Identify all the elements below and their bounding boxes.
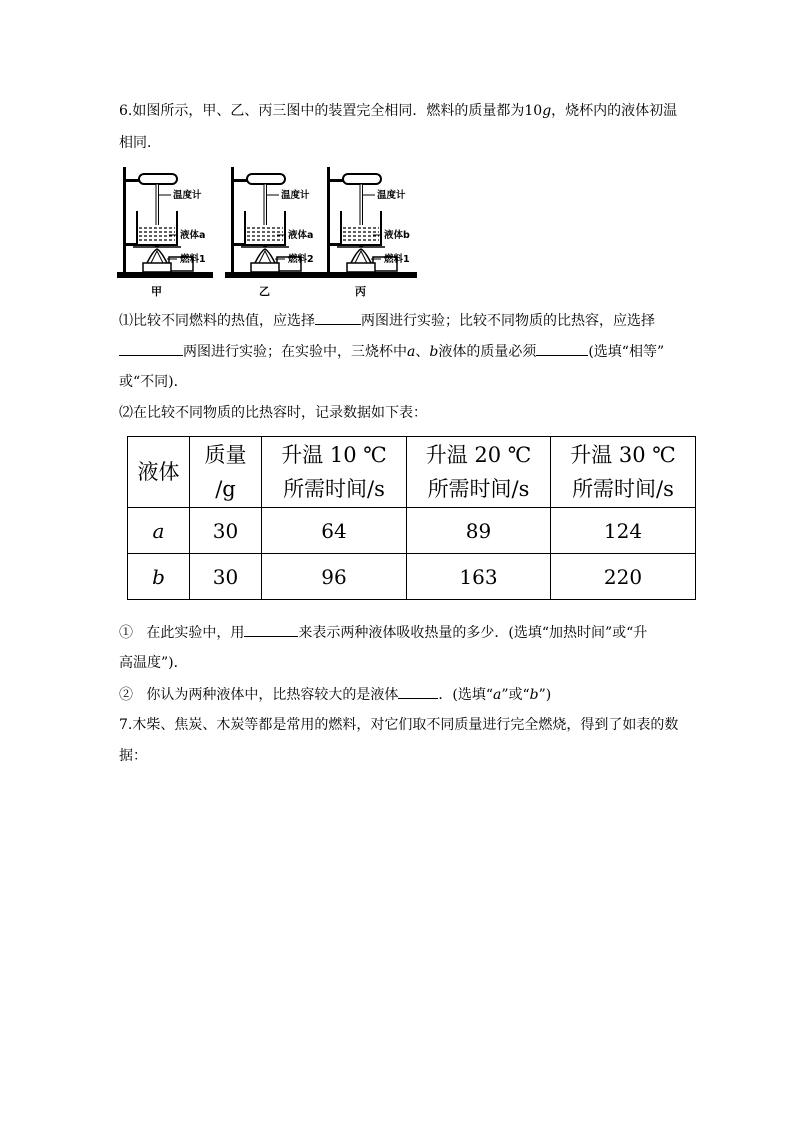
table-cell: 124 xyxy=(551,508,696,554)
table-cell: 89 xyxy=(407,508,551,554)
table-cell: 30 xyxy=(190,508,262,554)
table-cell: 96 xyxy=(262,554,407,600)
q6-part1-text-a: ⑴比较不同燃料的热值，应选择 xyxy=(119,313,315,329)
thermometer-label: 温度计 xyxy=(377,190,406,201)
answer-blank-5[interactable] xyxy=(398,684,438,699)
q6-part1-text-c: 两图进行实验；在实验中，三烧杯中 xyxy=(183,344,407,360)
q7-text: 木柴、焦炭、木炭等都是常用的燃料，对它们取不同质量进行完全燃烧，得到了如表的数 xyxy=(132,717,679,733)
header-liquid xyxy=(128,437,190,508)
q6-mass-unit: g xyxy=(542,103,552,119)
q6-part1-line1 xyxy=(119,310,655,331)
header-rise-10 xyxy=(262,437,407,508)
table-cell: 163 xyxy=(407,554,551,600)
fuel-label: 燃料1 xyxy=(180,254,206,265)
header-text: 升温 30 ℃ xyxy=(570,443,676,467)
sub2-marker: ② xyxy=(119,687,133,703)
sub1-text-a: 在此实验中，用 xyxy=(146,625,245,641)
sub2-text-b: ．(选填“ xyxy=(438,687,493,703)
table-cell: b xyxy=(128,554,190,600)
header-rise-30 xyxy=(551,437,696,508)
q6-intro-tail: ，烧杯内的液体初温 xyxy=(551,103,678,119)
answer-blank-2[interactable] xyxy=(119,341,183,356)
sub2-text-c: ”或“ xyxy=(501,687,530,703)
apparatus-figure xyxy=(117,163,417,298)
panel-caption: 乙 xyxy=(259,285,270,298)
header-text: /g xyxy=(215,477,236,501)
var-a: a xyxy=(407,344,416,360)
data-table xyxy=(127,436,696,600)
table-cell: 64 xyxy=(262,508,407,554)
header-text: 所需时间/s xyxy=(572,477,674,501)
q6-sub1-line2: 高温度”)． xyxy=(119,655,188,671)
apparatus-panel-yi xyxy=(225,167,321,298)
q6-part1-text-d: 液体的质量必须 xyxy=(438,344,537,360)
liquid-label: 液体a xyxy=(288,230,314,241)
header-text: 质量 xyxy=(204,443,247,467)
option-a: a xyxy=(492,687,502,703)
thermometer-label: 温度计 xyxy=(173,190,202,201)
panel-caption: 丙 xyxy=(355,285,366,298)
q6-sub1-line1 xyxy=(119,622,647,643)
table-header-row xyxy=(128,437,696,508)
q6-intro-line1 xyxy=(119,101,677,121)
header-rise-20 xyxy=(407,437,551,508)
thermometer-label: 温度计 xyxy=(281,190,310,201)
q6-part2-intro: ⑵在比较不同物质的比热容时，记录数据如下表： xyxy=(119,405,427,421)
liquid-label: 液体a xyxy=(180,230,206,241)
q6-sub2-line xyxy=(119,684,551,705)
sub2-text-d: ”) xyxy=(538,687,552,703)
var-b: b xyxy=(429,344,439,360)
q7-number: 7. xyxy=(119,717,133,733)
q6-mass-value: 10 xyxy=(524,103,543,119)
apparatus-panel-jia xyxy=(117,167,213,298)
table-row xyxy=(128,554,696,600)
header-text: 升温 20 ℃ xyxy=(425,443,532,467)
q7-line2: 据： xyxy=(119,748,147,764)
q6-part1-text-e: (选填“相等” xyxy=(588,344,665,360)
sub1-text-b: 来表示两种液体吸收热量的多少．(选填“加热时间”或“升 xyxy=(298,625,648,641)
apparatus-panel-bing xyxy=(321,167,417,298)
q6-part1-line2 xyxy=(119,341,664,362)
sub2-text-a: 你认为两种液体中，比热容较大的是液体 xyxy=(146,687,399,703)
q6-part1-line3: 或“不同)． xyxy=(119,374,188,390)
header-text: 所需时间/s xyxy=(283,477,385,501)
fuel-label: 燃料2 xyxy=(288,254,314,265)
q6-number: 6. xyxy=(119,103,133,119)
header-text: 液体 xyxy=(137,460,180,484)
answer-blank-1[interactable] xyxy=(315,310,361,325)
table-row xyxy=(128,508,696,554)
sub1-marker: ① xyxy=(119,625,133,641)
q6-intro-text: 如图所示，甲、乙、丙三图中的装置完全相同．燃料的质量都为 xyxy=(132,103,525,119)
option-b: b xyxy=(529,687,539,703)
table-cell: 30 xyxy=(190,554,262,600)
answer-blank-3[interactable] xyxy=(536,341,588,356)
q6-part1-text-b: 两图进行实验；比较不同物质的比热容，应选择 xyxy=(361,313,655,329)
header-text: 所需时间/s xyxy=(427,477,530,501)
q7-line1 xyxy=(119,715,678,735)
fuel-label: 燃料1 xyxy=(384,254,410,265)
panel-caption: 甲 xyxy=(151,285,162,298)
separator: 、 xyxy=(415,344,430,360)
header-mass xyxy=(190,437,262,508)
answer-blank-4[interactable] xyxy=(244,622,298,637)
liquid-label: 液体b xyxy=(384,230,410,241)
header-text: 升温 10 ℃ xyxy=(281,443,387,467)
table-cell: a xyxy=(128,508,190,554)
table-cell: 220 xyxy=(551,554,696,600)
q6-intro-line2: 相同． xyxy=(119,135,161,151)
